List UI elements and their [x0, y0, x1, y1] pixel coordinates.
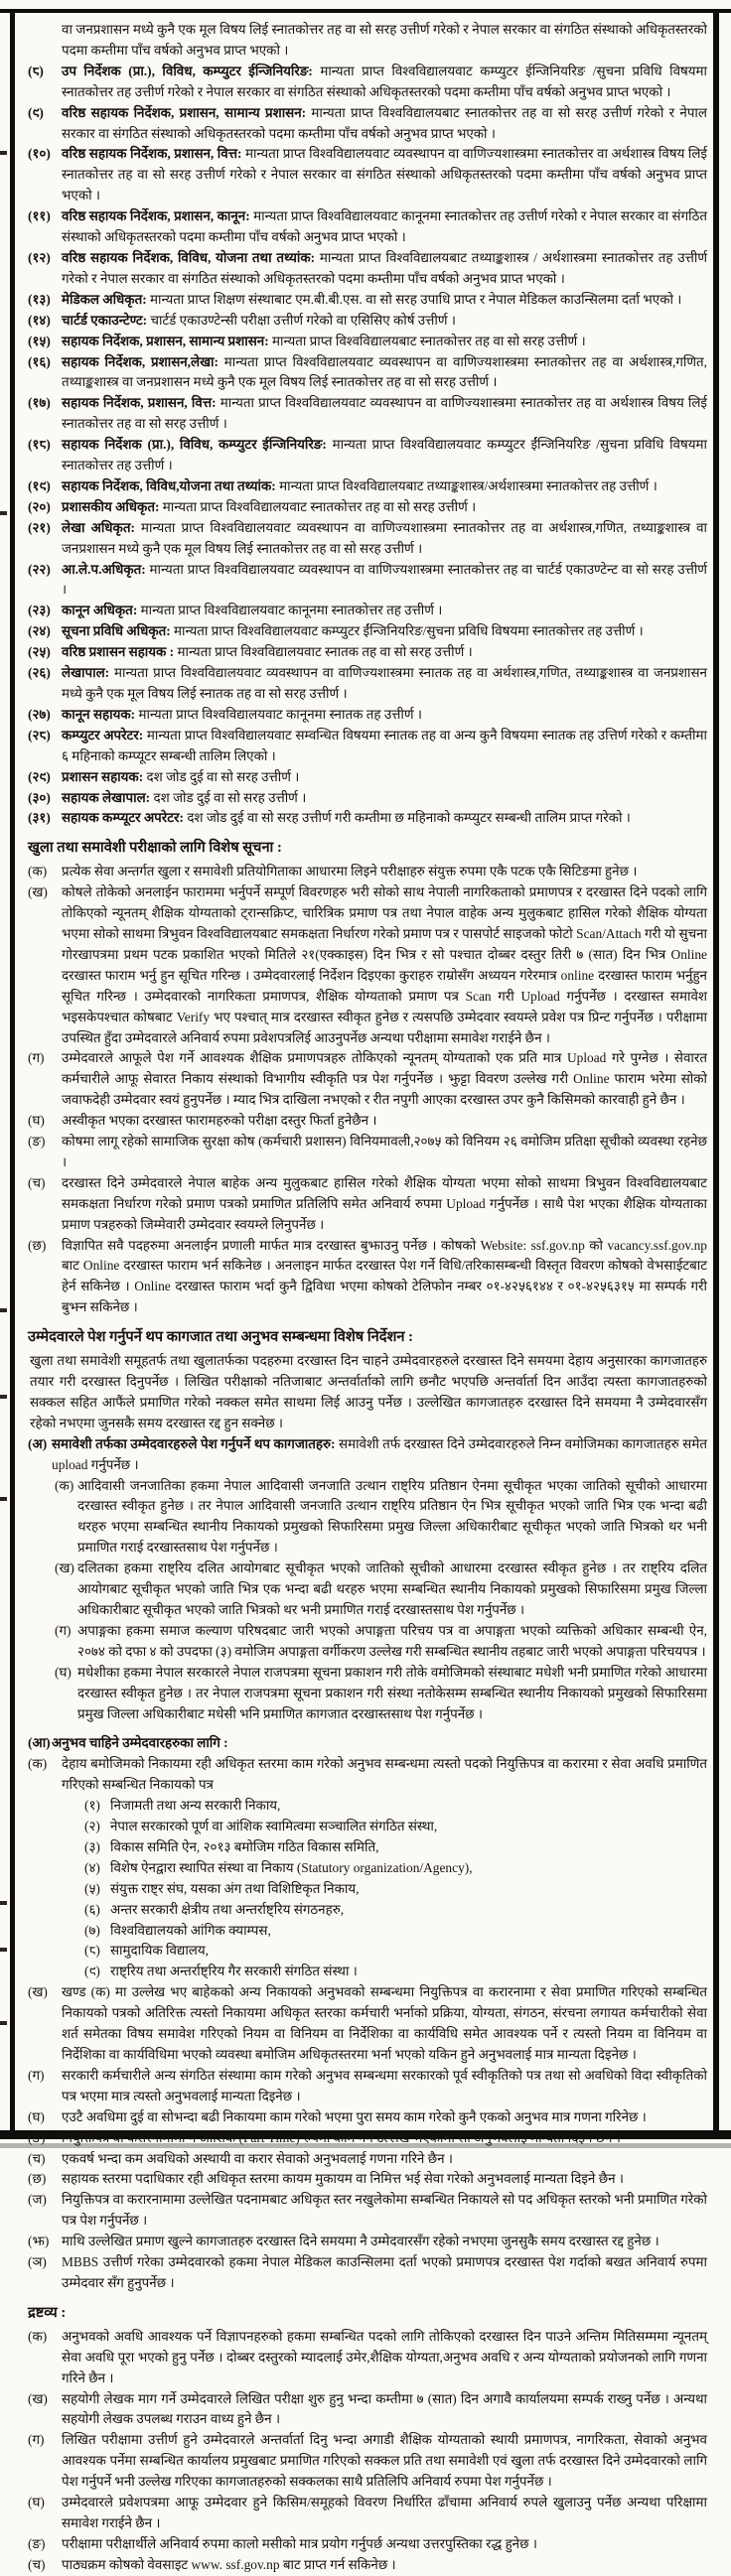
item-number: (१२) — [28, 249, 51, 265]
list-item — [28, 62, 707, 103]
list-item — [28, 1982, 707, 2066]
item-text: अपाङ्गका हकमा समाज कल्याण परिषदबाट जारी भएको अपाङ्गता परिचय पत्र वा अपाङ्गता भएको व्यक्तिको अधिकार सम्बन्धी ऐन, २०७४ को दफा ४ को उपदफा (३) वमोजिम अपाङ्गता वर्गीकरण उल्लेख गरी सम्बन्धित स्थानीय तहबाट जारी भएको अपाङ्गता परिचयपत्र । — [77, 1622, 707, 1659]
border-left — [10, 9, 15, 2134]
section-heading — [28, 838, 707, 859]
item-text: सरकारी कर्मचारीले अन्य संगठित संस्थामा काम गरेको अनुभव सम्बन्धमा सरकारको पूर्व स्वीकृतिको पत्र तथा सो अवधिको विदा स्वीकृतिको पत्र भएमा मात्र त्यस्तो अनुभवलाई मान्यता दिइनेछ । — [62, 2067, 707, 2103]
item-number: (छ) — [28, 2171, 47, 2187]
item-number: (ग) — [28, 2067, 45, 2083]
item-text: वरिष्ठ प्रशासन सहायक : मान्यता प्राप्त विश्वविद्यालयवाट स्नातक तह वा सो सरह उत्तीर्ण । — [62, 644, 473, 660]
item-label: सहायक लेखापाल: — [62, 789, 154, 805]
item-number: (ख) — [55, 1560, 74, 1576]
item-text: अनुभवको अवधि आवश्यक पर्ने विज्ञापनहरुको हकमा सम्बन्धित पदको लागि तोकिएको दरखास्त दिन पाउने अन्तिम मितिसम्ममा न्यूनतम् सेवा अवधि पूरा भएको हुनु पर्नेछ । दोब्बर दस्तुरको म्यादलाई उमेर,शैक्षिक योग्यता,अनुभव अवधि र अन्य योग्यताको प्रयोजनको लागि गणना गरिने छैन । — [62, 2328, 707, 2385]
item-text: आदिवासी जनजातिका हकमा नेपाल आदिवासी जनजाति उत्थान राष्ट्रिय प्रतिष्ठान ऐनमा सूचीकृत भएका जातिको सूचीको आधारमा दरखास्त स्वीकृत हुनेछ । तर नेपाल आदिवासी जनजाति उत्थान राष्ट्रिय प्रतिष्ठान ऐन भित्र सूचीकृत भएको जाति भित्र एक भन्दा बढी थरहरु भएमा सम्बन्धित स्थानीय निकायको प्रमुखको सिफारिसमा प्रमुख जिल्ला अधिकारीबाट सूचीकृत भएको जाति भित्रको थर भनी प्रमाणित गराई दरखास्तसाथ पेश गर्नुपर्नेछ । — [77, 1477, 707, 1556]
item-label: सहायक निर्देशक, विविध,योजना तथा तथ्यांक: — [62, 477, 280, 493]
item-number: (ख) — [28, 1984, 48, 2000]
item-text: विशेष ऐनद्वारा स्थापित संस्था वा निकाय (Statutory organization/Agency), — [110, 1859, 473, 1875]
item-number: (१९) — [28, 477, 51, 493]
item-text: वरिष्ठ सहायक निर्देशक, प्रशासन, कानून: मान्यता प्राप्त विश्वविद्यालयवाट कानूनमा स्नातकोत्तर तह उत्तीर्ण गरेको र नेपाल सरकार वा संगठित संस्थाको अधिकृतस्तरको पदमा कम्तीमा पाँच वर्षको अनुभव प्राप्त भएको । — [62, 208, 708, 245]
item-label: सहायक कम्प्यूटर अपरेटर: — [62, 810, 188, 826]
list-item — [84, 1921, 707, 1942]
item-label: वरिष्ठ सहायक निर्देशक, विविध, योजना तथा तथ्यांक: — [62, 249, 320, 265]
list-item — [28, 642, 707, 663]
item-number: (ञ) — [28, 2254, 47, 2270]
item-label: कानून सहायक: — [62, 706, 139, 722]
list-item — [28, 663, 707, 705]
item-number: (६) — [84, 1901, 100, 1917]
item-text: मेडिकल अधिकृत: मान्यता प्राप्त शिक्षण संस्थाबाट एम.बी.बी.एस. वा सो सरह उपाधि प्राप्त र नेपाल मेडिकल काउन्सिलमा दर्ता भएको । — [62, 291, 682, 307]
list-item — [28, 393, 707, 435]
item-label: उप निर्देशक (प्रा.), विविध, कम्प्युटर ईन्जिनियरिङ: — [62, 63, 321, 78]
item-text: आ.ले.प.अधिकृत: मान्यता प्राप्त विश्वविद्यालयवाट व्यवस्थापन वा वाणिज्यशास्त्रमा स्नातकोत्तर तह वा चार्टर्ड एकाउण्टेन्ट वा सो सरह उत्तीर्ण । — [62, 561, 707, 598]
item-text: वा जनप्रशासन मध्ये कुनै एक मूल विषय लिई स्नातकोत्तर तह वा सो सरह उत्तीर्ण गरेको र नेपाल सरकार वा संगठित संस्थाको अधिकृतस्तरको पदमा कम्तीमा पाँच वर्षको अनुभव प्राप्त भएको । — [62, 22, 707, 58]
item-label: सूचना प्रविधि अधिकृत: — [62, 623, 175, 639]
item-text: नेपाल सरकारको पूर्ण वा आंशिक स्वामित्वमा सञ्चालित संगठित संस्था, — [110, 1819, 438, 1834]
list-item — [28, 2232, 707, 2252]
item-number: (२९) — [28, 768, 51, 784]
item-text: एकवर्ष भन्दा कम अवधिको अस्थायी वा करार सेवाको अनुभवलाई गणना गरिने छैन । — [62, 2150, 453, 2166]
list-item — [84, 1900, 707, 1921]
list-item — [28, 2430, 707, 2493]
section-heading — [28, 1327, 707, 1348]
item-label: वरिष्ठ सहायक निर्देशक, प्रशासन, कानून: — [62, 208, 254, 224]
item-number: (२५) — [28, 644, 51, 660]
item-text: उम्मेदवारले प्रवेशपत्रमा आफू उम्मेदवार हुने किसिम/समूहको विवरण निर्धारित ढाँचामा अनिवार्य रुपले खुलाउनु पर्नेछ अन्यथा परिक्षामा समावेश गराईने छैन । — [62, 2495, 707, 2530]
item-text: सहायक निर्देशक, प्रशासन, वित्त: मान्यता प्राप्त विश्वविद्यालयवाट व्यवस्थापन वा वाणिज्यशास्त्रमा स्नातकोत्तर तह वा अर्थशास्त्र विषय लिई स्नातकोत्तर तह वा सो सरह उत्तीर्ण । — [62, 395, 707, 432]
item-text: एउटै अवधिमा दुई वा सोभन्दा बढी निकायमा काम गरेको भएमा पुरा समय काम गरेको कुनै एकको अनुभव मात्र गणना गरिनेछ । — [62, 2108, 647, 2124]
list-item — [28, 103, 707, 145]
list-item — [28, 882, 707, 1048]
list-item — [28, 352, 707, 394]
item-number: (८) — [28, 63, 44, 78]
paragraph — [30, 1351, 707, 1434]
item-text: सहायक कम्प्यूटर अपरेटर: दश जोड दुई वा सो सरह उत्तीर्ण गरी कम्तीमा छ महिनाको कम्प्युटर सम्बन्धी तालिम प्राप्त गरेको । — [62, 810, 631, 826]
list-item — [28, 2252, 707, 2294]
item-text: दरखास्त दिने उम्मेदवारले नेपाल बाहेक अन्य मुलुकबाट हासिल गरेको शैक्षिक योग्यता भएमा सोको साथमा त्रिभुवन विश्वविद्यालयबाट समकक्षता निर्धारण गरेको प्रमाण पत्रको प्रमाणित प्रतिलिपि समेत अनिवार्य रुपमा Upload गर्नुपर्नेछ । साथै पेश भएका शैक्षिक योग्यताका प्रमाण पत्रहरुको जिम्मेवारी उम्मेदवार स्वयम्ले लिनुपर्नेछ । — [62, 1174, 707, 1232]
list-item — [28, 1173, 707, 1236]
list-item — [84, 1962, 707, 1982]
item-text: वरिष्ठ सहायक निर्देशक, प्रशासन, सामान्य प्रशासन: मान्यता प्राप्त विश्वविद्यालयबाट स्नातकोत्तर तह वा सो सरह उत्तीर्ण गरेको र नेपाल सरकार वा संगठित संस्थाको अधिकृतस्तरको पदमा कम्तीमा पाँच वर्षको अनुभव प्राप्त भएको । — [62, 104, 707, 141]
list-item — [28, 2169, 707, 2190]
list-item — [55, 1621, 707, 1663]
list-item — [55, 1476, 707, 1559]
item-text: सहायक निर्देशक, प्रशासन,लेखा: मान्यता प्राप्त विश्वविद्यालयवाट व्यवस्थापन वा वाणिज्यशास्त्रमा स्नातकोत्तर तह वा अर्थशास्त्र,गणित, तथ्याङ्कशास्त्र वा जनप्रशासन मध्ये कुनै एक मूल विषय लिई स्नातकोत्तर तह वा सो सरह उत्तीर्ण । — [62, 353, 707, 390]
item-text: दलितका हकमा राष्ट्रिय दलित आयोगबाट सूचीकृत भएको जातिको सूचीको आधारमा दरखास्त स्वीकृत हुनेछ । तर राष्ट्रिय दलित आयोगबाट सूचीकृत भएको जाति भित्र एक भन्दा बढी थरहरु भएमा सम्बन्धित स्थानीय निकायको प्रमुखको सिफारिसमा प्रमुख जिल्ला अधिकारीबाट सूचीकृत भएको जाति भित्रको थर भनी प्रमाणित गराई दरखास्तसाथ पेश गर्नुपर्नेछ । — [77, 1560, 707, 1617]
heading-text: खुला तथा समावेशी परीक्षाको लागि विशेष सूचना : — [28, 840, 282, 857]
item-number: (२) — [84, 1819, 100, 1834]
item-number: (ख) — [28, 884, 48, 900]
list-item — [28, 2327, 707, 2389]
item-text: खण्ड (क) मा उल्लेख भए बाहेकको अन्य निकायको अनुभवको सम्बन्धमा नियुक्तिपत्र वा करारनामा र सेवा प्रमाणित गरिएको सम्बन्धित निकायको पत्रको अतिरिक्त त्यस्तो निकायमा अधिकृत स्तरका कर्मचारी भर्नाको प्रक्रिया, योग्यता, संगठन, संरचना लगायत कर्मचारीको सेवा शर्त समेतका विषय समावेश गरिएको नियम वा विनियम वा निर्देशिका वा कार्यविधि समेत आवश्यक पर्ने र त्यस्तो नियम वा विनियम वा निर्देशिका वा कार्यविधिमा भएको व्यवस्था बमोजिम अधिकृतस्तरमा भर्ना भएको यकिन हुने अनुभवलाई मात्र मान्यता दिइनेछ । — [62, 1984, 707, 2062]
item-text: खुला तथा समावेशी समूहतर्फ तथा खुलातर्फका पदहरुमा दरखास्त दिन चाहने उम्मेदवारहरुले दरखास्त दिने समयमा देहाय अनुसारका कागजातहरु तयार गरी दरखास्त दिनुपर्नेछ । लिखित परीक्षाको नतिजाबाट अन्तर्वार्ताको लागि छनौट भएपछि अन्तर्वार्ता दिन आउँदा त्यस्ता कागजातहरुको सक्कल सहित आफैंले प्रमाणित गरेको नक्कल समेत साथमा लिई आउनु पर्नेछ । उल्लेखित कागजातहरु दरखास्त दिने समयमा नै उम्मेदवारसँग रहेको नभएमा जुनसकै समय दरखास्त रद्द हुन सक्नेछ । — [30, 1353, 707, 1430]
section-heading — [28, 2303, 707, 2324]
item-text: MBBS उत्तीर्ण गरेका उम्मेदवारको हकमा नेपाल मेडिकल काउन्सिलमा दर्ता भएको प्रमाणपत्र दरखास्त पेश गर्दाको बखत अनिवार्य रुपमा उम्मेदवार सँग हुनुपर्नेछ । — [62, 2254, 707, 2290]
item-number: (२३) — [28, 603, 51, 618]
list-item — [28, 2555, 707, 2576]
item-text: सहयोगी लेखक माग गर्ने उम्मेदवारले लिखित परीक्षा शुरु हुनु भन्दा कम्तीमा ७ (सात) दिन अगावै कार्यालयमा सम्पर्क राख्नु पर्नेछ । अन्यथा सहयोगी लेखक उपलब्ध गराउन वाध्य हुने छैन । — [62, 2390, 707, 2427]
item-number: (२८) — [28, 727, 51, 743]
list-item — [28, 1111, 707, 1132]
item-label: कानून अधिकृत: — [62, 603, 141, 618]
list-item — [28, 2190, 707, 2232]
item-text: कानून अधिकृत: मान्यता प्राप्त विश्वविद्यालयवाट कानूनमा स्नातकोत्तर तह उत्तीर्ण । — [62, 603, 443, 618]
item-text: सहायक निर्देशक, विविध,योजना तथा तथ्यांक: मान्यता प्राप्त विश्वविद्यालयबाट तथ्याङ्कशास्त्र/अर्थशास्त्रमा स्नातकोत्तर तह उत्तीर्ण । — [62, 477, 658, 493]
item-label: लेखापाल: — [62, 665, 114, 681]
item-text: उम्मेदवारले आफूले पेश गर्ने आवश्यक शैक्षिक प्रमाणपत्रहरु तोकिएको न्यूनतम् योग्यताको एक प्रति मात्र Upload गरे पुग्नेछ । सेवारत कर्मचारीले आफू सेवारत निकाय संस्थाको विभागीय स्वीकृति पत्र पेश गर्नुपर्नेछ । झुट्टा विवरण उल्लेख गरी Online फाराम भरेमा सोको जवाफदेही उम्मेदवार स्वयं हुनुपर्नेछ । म्याद भित्र दाखिला नभएको र रीत नपुगी आएका दरखास्त उपर कुनै किसिमको कारवाही हुने छैन । — [62, 1050, 707, 1108]
item-label: प्रशासकीय अधिकृत: — [62, 498, 163, 514]
item-text: राष्ट्रिय तथा अन्तर्राष्ट्रिय गैर सरकारी संगठित संस्था । — [110, 1964, 358, 1979]
scan-artifact — [0, 1395, 7, 1399]
item-text: लेखापाल: मान्यता प्राप्त विश्वविद्यालयवाट व्यवस्थापन वा वाणिज्यशास्त्रमा स्नातक तह वा अर्थशास्त्र,गणित, तथ्याङ्कशास्त्र वा जनप्रशासन मध्ये कुनै एक मूल विषय लिई स्नातक तह वा सो सरह उत्तीर्ण । — [62, 665, 707, 701]
item-number: (२२) — [28, 561, 51, 577]
list-item — [28, 248, 707, 290]
list-item — [28, 705, 707, 726]
item-number: (१५) — [28, 333, 51, 348]
item-number: (क) — [28, 2328, 48, 2344]
item-number: (आ) — [28, 1735, 51, 1751]
item-number: (१७) — [28, 395, 51, 411]
list-item — [28, 311, 707, 332]
item-text: वरिष्ठ सहायक निर्देशक, प्रशासन, वित्त: मान्यता प्राप्त विश्वविद्यालयवाट व्यवस्थापन वा वाणिज्यशास्त्रमा स्नातकोत्तर वा अर्थशास्त्र विषय लिई स्नातकोत्तर तह वा सो सरह उत्तीर्ण गरेको र नेपाल सरकार वा संगठित संस्थाको अधिकृतस्तरको पदमा कम्तीमा पाँच वर्षको अनुभव प्राप्त भएको । — [62, 146, 707, 203]
item-text: कानून सहायक: मान्यता प्राप्त विश्वविद्यालयवाट कानूनमा स्नातक तह उत्तीर्ण । — [62, 706, 422, 722]
item-number: (२६) — [28, 665, 51, 681]
item-text: कोषले तोकेको अनलाईन फाराममा भर्नुपर्ने सम्पूर्ण विवरणहरु भरी सोको साथ नेपाली नागरिकताको प्रमाणपत्र र दरखास्त दिने पदको लागि तोकिएको न्यूनतम् शैक्षिक योग्यताको ट्रान्सक्रिप्ट, चारित्रिक प्रमाण पत्र तथा नेपाल वाहेक अन्य मुलुकबाट हासिल गरेको शैक्षिक योग्यता भएमा सोको साथमा त्रिभुवन विश्वविद्यालयबाट समकक्षता निर्धारण गरेको प्रमाण पत्र र पासपोर्ट साइजको फोटो Scan/Attach गरी यो सुचना गोरखापत्रमा प्रथम पटक प्रकाशित भएको मितिले २१(एक्काइस) दिन भित्र र सो पश्चात दोब्बर दस्तुर तिरी ७ (सात) दिन भित्र Online दरखास्त फाराम भर्नु हुन सूचित गरिन्छ । उम्मेदवारलाई निर्देशन दिइएका कुराहरु राम्रोसँग अध्ययन गरेरमात्र online दरखास्त फाराम भर्नुहुन सूचित गरिन्छ । उम्मेदवारको नागरिकता प्रमाणपत्र, शैक्षिक योग्यताको प्रमाण पत्र Scan गरी Upload गर्नुपर्नेछ । दरखास्त समावेश भइसकेपश्चात कोषबाट Verify भए पश्चात् मात्र दरखास्त स्वीकृत हुनेछ र त्यसपछि उम्मेदवार स्वयम्ले प्रवेश पत्र प्रिन्ट गर्नुपर्नेछ । परीक्षामा उपस्थित हुँदा उम्मेदवारले अनिवार्य रुपमा प्रवेशपत्रलिई आउनुपर्नेछ अन्यथा परीक्षामा समावेश गराईने छैन । — [62, 884, 707, 1045]
list-item — [28, 2107, 707, 2128]
item-number: (ज) — [28, 2192, 47, 2208]
scan-artifact — [0, 511, 7, 515]
item-text — [52, 1733, 707, 1754]
item-number: (१) — [84, 1798, 100, 1814]
item-text: अस्वीकृत भएका दरखास्त फारामहरुको परीक्षा दस्तुर फिर्ता हुनेछैन । — [62, 1113, 377, 1129]
list-item — [28, 435, 707, 476]
item-number: (९) — [28, 104, 44, 120]
item-label: कम्प्युटर अपरेटर: — [62, 727, 147, 743]
item-label: मेडिकल अधिकृत: — [62, 291, 151, 307]
item-text: सहायक लेखापाल: दश जोड दुई वा सो सरह उत्तीर्ण । — [62, 789, 307, 805]
item-label: वरिष्ठ सहायक निर्देशक, प्रशासन, वित्त: — [62, 146, 245, 162]
list-item — [28, 1733, 707, 1754]
item-text: नियुक्तिपत्र वा करारनामामा नै आंशिक (Part Time) रुपमा काम गर्ने उल्लेख भएकोमा सो अनुभवलाई मान्यता दिइने छैन । — [62, 2129, 621, 2145]
item-number: (२१) — [28, 519, 51, 535]
list-item — [28, 2493, 707, 2534]
list-item — [28, 144, 707, 206]
item-text: नियुक्तिपत्र वा करारनामामा उल्लेखित पदनामबाट अधिकृत स्तर नखुलेकोमा सम्बन्धित निकायले सो पद अधिकृत स्तरको भनी प्रमाणित गरेको पत्र पेश गर्नुपर्नेछ । — [62, 2192, 707, 2229]
item-label: समावेशी तर्फका उम्मेदवारहरुले पेश गर्नुपर्ने थप कागजातहरु: — [52, 1435, 340, 1451]
list-item — [55, 1663, 707, 1725]
list-item — [84, 1879, 707, 1900]
item-number: (ङ) — [28, 2535, 46, 2551]
item-number: (ग) — [55, 1622, 72, 1638]
item-text: निजामती तथा अन्य सरकारी निकाय, — [110, 1798, 281, 1814]
heading-text: उम्मेदवारले पेश गर्नुपर्ने थप कागजात तथा अनुभव सम्बन्धमा विशेष निर्देशन : — [28, 1329, 414, 1346]
scan-artifact — [0, 1901, 7, 1905]
list-item — [28, 726, 707, 767]
item-label: लेखा अधिकृत: — [62, 519, 142, 535]
paragraph — [62, 20, 707, 62]
item-text: विश्वविद्यालयको आंगिक क्याम्पस, — [110, 1922, 271, 1938]
list-item — [84, 1858, 707, 1879]
item-number: (च) — [28, 2150, 46, 2166]
list-item — [28, 560, 707, 602]
item-text: सामुदायिक विद्यालय, — [110, 1943, 209, 1959]
item-number: (२०) — [28, 498, 51, 514]
item-number: (घ) — [28, 2495, 45, 2510]
item-number: (४) — [84, 1859, 100, 1875]
item-number: (क) — [28, 864, 48, 880]
item-number: (च) — [28, 2556, 46, 2572]
item-text: संयुक्त राष्ट्र संघ, यसका अंग तथा विशिष्टिकृत निकाय, — [110, 1880, 360, 1896]
item-text: अन्तर सरकारी क्षेत्रीय तथा अन्तर्राष्ट्रिय संगठनहरु, — [110, 1901, 345, 1917]
list-item — [84, 1817, 707, 1837]
item-text: सहायक निर्देशक (प्रा.), विविध, कम्प्युटर ईन्जिनियरिङ: मान्यता प्राप्त विश्वविद्यालयवाट कम्प्युटर ईंन्जिनियरिङ /सुचना प्रविधि विषयमा स्नातकोत्तर तह उत्तीर्ण । — [62, 437, 707, 474]
heading-text: द्रष्टव्य : — [28, 2304, 67, 2321]
item-number: (३) — [84, 1838, 100, 1854]
item-label: आ.ले.प.अधिकृत: — [62, 561, 150, 577]
item-number: (घ) — [28, 2108, 45, 2124]
item-number: (५) — [84, 1880, 100, 1896]
item-text: लेखा अधिकृत: मान्यता प्राप्त विश्वविद्यालयवाट व्यवस्थापन वा वाणिज्यशास्त्रमा स्नातकोत्तर तह वा अर्थशास्त्र,गणित, तथ्याङ्कशास्त्र वा जनप्रशासन मध्ये कुनै एक मूल विषय लिई स्नातकोत्तर तह वा सो सरह उत्तीर्ण । — [62, 519, 708, 556]
item-label: वरिष्ठ प्रशासन सहायक : — [62, 644, 178, 660]
item-number: (ङ) — [28, 1134, 46, 1150]
item-number: (च) — [28, 1174, 46, 1190]
item-number: (झ) — [28, 2234, 50, 2249]
list-item — [84, 1837, 707, 1858]
list-item — [28, 621, 707, 642]
list-item — [28, 206, 707, 248]
item-label: प्रशासन सहायक: — [62, 768, 147, 784]
list-item — [84, 1941, 707, 1962]
item-text: प्रत्येक सेवा अन्तर्गत खुला र समावेशी प्रतियोगिताका आधारमा लिइने परीक्षाहरु संयुक्त रुपमा एकै पटक एकै सिटिङमा हुनेछ । — [62, 864, 638, 880]
item-label: वरिष्ठ सहायक निर्देशक, प्रशासन, सामान्य प्रशासन: — [62, 104, 312, 120]
item-number: (९) — [84, 1964, 100, 1979]
item-number: (ग) — [28, 2432, 45, 2448]
item-number: (११) — [28, 208, 51, 224]
item-text: प्रशासन सहायक: दश जोड दुई वा सो सरह उत्तीर्ण । — [62, 768, 300, 784]
item-text: मधेशीका हकमा नेपाल सरकारले नेपाल राजपत्रमा सूचना प्रकाशन गरी तोके वमोजिमको संस्थाबाट मधेशी भनी प्रमाणित गरेको आधारमा दरखास्त स्वीकृत हुनेछ । तर नेपाल राजपत्रमा सूचना प्रकाशन गरी संस्था नतोकेसम्म सम्बन्धित स्थानीय निकायको प्रमुखको सिफारिसमा प्रमुख जिल्ला अधिकारीबाट मधेसी भनि प्रमाणित कागजात दरखास्तसाथ पेश गर्नुपर्नेछ । — [77, 1664, 707, 1721]
list-item — [28, 290, 707, 311]
list-item — [28, 601, 707, 621]
border-right — [713, 9, 719, 2134]
item-number: (२७) — [28, 706, 51, 722]
document-content — [28, 20, 707, 2576]
list-item — [28, 2149, 707, 2170]
item-number: (७) — [84, 1922, 100, 1938]
item-label: चार्टर्ड एकाउन्टेण्ट: — [62, 312, 151, 328]
item-text: विकास समिति ऐन, २०१३ बमोजिम गठित विकास समिति, — [110, 1838, 379, 1854]
list-item — [28, 767, 707, 788]
item-number: (ङ) — [28, 2129, 46, 2145]
list-item — [28, 1236, 707, 1319]
list-item — [28, 518, 707, 560]
item-text: प्रशासकीय अधिकृत: मान्यता प्राप्त विश्वविद्यालयवाट स्नातकोत्तर तह वा सो सरह उत्तीर्ण । — [62, 498, 477, 514]
scan-artifact — [0, 1308, 7, 1312]
item-text: विज्ञापित सवै पदहरुमा अनलाईन प्रणाली मार्फत मात्र दरखास्त बुझाउनु पर्नेछ । कोषको Website: ssf.gov.np को vacancy.ssf.gov.np बाट Online दरखास्त फाराम भर्न सकिनेछ । अनलाइन मार्फत दरखास्त पेश गर्ने विधि/तरिकासम्बन्धी विस्तृत विवरण कोषको वेभसाईटबाट हेर्न सकिनेछ । Online दरखास्त फाराम भर्दा कुनै द्विविधा भएमा कोषको टेलिफोन नम्बर ०१-४२५६१४४ र ०१-४२५६३१५ मा सम्पर्क गरी बुझ्न सकिनेछ । — [62, 1237, 707, 1315]
item-number: (३१) — [28, 810, 51, 826]
item-label: सहायक निर्देशक (प्रा.), विविध, कम्प्युटर ईन्जिनियरिङ: — [62, 437, 333, 453]
item-number: (क) — [28, 1756, 48, 1772]
list-item — [28, 476, 707, 497]
item-label: अनुभव चाहिने उम्मेदवारहरुका लागि : — [52, 1735, 228, 1751]
item-text: सूचना प्रविधि अधिकृत: मान्यता प्राप्त विश्वविद्यालयवाट कम्प्युटर ईंन्जिनियरिङ/सुचना प्रविधि विषयमा स्नातकोत्तर तह उत्तीर्ण । — [62, 623, 644, 639]
item-text: पाठ्यक्रम कोषको वेवसाइट www. ssf.gov.np बाट प्राप्त गर्न सकिनेछ । — [62, 2556, 396, 2572]
item-text: सहायक स्तरमा पदाधिकार रही अधिकृत स्तरमा कायम मुकायम वा निमित्त भई सेवा गरेको अनुभवलाई मान्यता दिइने छैन । — [62, 2171, 624, 2187]
item-text: सहायक निर्देशक, प्रशासन, सामान्य प्रशासन: मान्यता प्राप्त विश्वविद्यालयबाट स्नातकोत्तर तह वा सो सरह उत्तीर्ण । — [62, 333, 586, 348]
item-number: (२४) — [28, 623, 51, 639]
list-item — [84, 1796, 707, 1817]
item-number: (१८) — [28, 437, 51, 453]
list-item — [28, 2534, 707, 2555]
item-text: लिखित परीक्षामा उत्तीर्ण हुने उम्मेदवारले अन्तर्वार्ता दिनु भन्दा अगाडी शैक्षिक योग्यताको स्थायी प्रमाणपत्र, नागरिकता, सेवाको अनुभव आवश्यक पर्नेमा सम्बन्धित कार्यालय प्रमुखबाट प्रमाणित गरिएको सक्कल प्रति तथा समावेशी एवं खुला तर्फ दरखास्त दिने उम्मेदवारको लागि पेश गर्नुपर्ने भनी उल्लेख गरिएका कागजातहरुको सक्कलका साथै प्रतिलिपि अनिवार्य रुपमा पेश गर्नुपर्नेछ । — [62, 2432, 707, 2490]
item-number: (क) — [55, 1477, 74, 1493]
item-number: (१६) — [28, 353, 51, 369]
list-item — [28, 1048, 707, 1111]
item-label: सहायक निर्देशक, प्रशासन,लेखा: — [62, 353, 224, 369]
item-number: (छ) — [28, 1237, 47, 1253]
item-text: कम्प्युटर अपरेटर: मान्यता प्राप्त विश्वविद्यालयवाट सम्वन्धित विषयमा स्नातक तह वा अन्य कुनै विषयमा स्नातक तह उत्तिर्ण गरेको र कम्तीमा ६ महिनाको कम्प्यूटर सम्बन्धी तालिम लिएको । — [62, 727, 707, 763]
list-item — [28, 2389, 707, 2431]
item-number: (ख) — [28, 2390, 48, 2406]
list-item — [55, 1559, 707, 1621]
item-text: कोषमा लागू रहेको सामाजिक सुरक्षा कोष (कर्मचारी प्रशासन) विनियमावली,२०७५ को विनियम २६ वमोजिम प्रतिक्षा सूचीको व्यवस्था रहनेछ । — [62, 1134, 707, 1169]
item-text: माथि उल्लेखित प्रमाण खुल्ने कागजातहरु दरखास्त दिने समयमा नै उम्मेदवारसँग रहेको नभएमा जुनसुकै समय दरखास्त रद्द हुनेछ । — [62, 2234, 659, 2249]
item-label: सहायक निर्देशक, प्रशासन, सामान्य प्रशासन: — [62, 333, 273, 348]
item-number: (३०) — [28, 789, 51, 805]
item-text: चार्टर्ड एकाउन्टेण्ट: चार्टर्ड एकाउण्टेन्सी परीक्षा उत्तीर्ण गरेको वा एसिसिए कोर्ष उत्तीर्ण । — [62, 312, 456, 328]
list-item — [28, 2128, 707, 2149]
item-text: समावेशी तर्फका उम्मेदवारहरुले पेश गर्नुपर्ने थप कागजातहरु: समावेशी तर्फ दरखास्त दिने उम्मेदवारहरुले निम्न वमोजिमका कागजातहरु समेत upload गर्नुपर्नेछ । — [52, 1435, 707, 1472]
border-top — [0, 9, 731, 13]
item-number: (घ) — [28, 1113, 45, 1129]
list-item — [28, 788, 707, 809]
scan-artifact — [0, 1497, 7, 1501]
scan-artifact — [0, 2021, 7, 2025]
list-item — [28, 862, 707, 882]
scan-artifact — [0, 1948, 7, 1952]
list-item — [28, 332, 707, 352]
scan-artifact — [0, 151, 7, 155]
list-item — [28, 1132, 707, 1173]
item-number: (१४) — [28, 312, 51, 328]
item-label: सहायक निर्देशक, प्रशासन, वित्त: — [62, 395, 220, 411]
list-item — [28, 497, 707, 518]
item-text: परीक्षामा परीक्षार्थीले अनिवार्य रुपमा कालो मसीको मात्र प्रयोग गर्नुपर्छ अन्यथा उत्तरपुस्तिका रद्ध हुनेछ । — [62, 2535, 537, 2551]
item-number: (अ) — [28, 1435, 48, 1451]
item-number: (१३) — [28, 291, 51, 307]
item-text: वरिष्ठ सहायक निर्देशक, विविध, योजना तथा तथ्यांक: मान्यता प्राप्त विश्वविद्यालयबाट तथ्याङ्कशास्त्र / अर्थशास्त्रमा स्नातकोत्तर तह उत्तीर्ण गरेको र नेपाल सरकार वा संगठित संस्थाको अधिकृतस्तरको पदमा कम्तीमा पाँच वर्षको अनुभव प्राप्त भएको । — [62, 249, 708, 286]
item-text: उप निर्देशक (प्रा.), विविध, कम्प्युटर ईन्जिनियरिङ: मान्यता प्राप्त विश्वविद्यालयवाट कम्प्युटर ईन्जिनियरिङ /सुचना प्रविधि विषयमा स्नातकोत्तर तह उत्तीर्ण गरेको र नेपाल सरकार वा संगठित संस्थाको अधिकृतस्तरको पदमा कम्तीमा पाँच वर्षको अनुभव प्राप्त भएको । — [62, 63, 707, 99]
list-item — [28, 1754, 707, 1796]
item-number: (घ) — [55, 1664, 72, 1680]
item-number: (८) — [84, 1943, 100, 1959]
item-text: देहाय बमोजिमको निकायमा रही अधिकृत स्तरमा काम गरेको अनुभव सम्बन्धमा त्यस्तो पदको नियुक्तिपत्र वा करारमा र सेवा अवधि प्रमाणित गरिएको सम्बन्धित निकायको पत्र — [62, 1756, 707, 1793]
item-number: (१०) — [28, 146, 51, 162]
item-number: (ग) — [28, 1050, 45, 1066]
list-item — [28, 1434, 707, 1476]
list-item — [28, 808, 707, 829]
list-item — [28, 2066, 707, 2107]
